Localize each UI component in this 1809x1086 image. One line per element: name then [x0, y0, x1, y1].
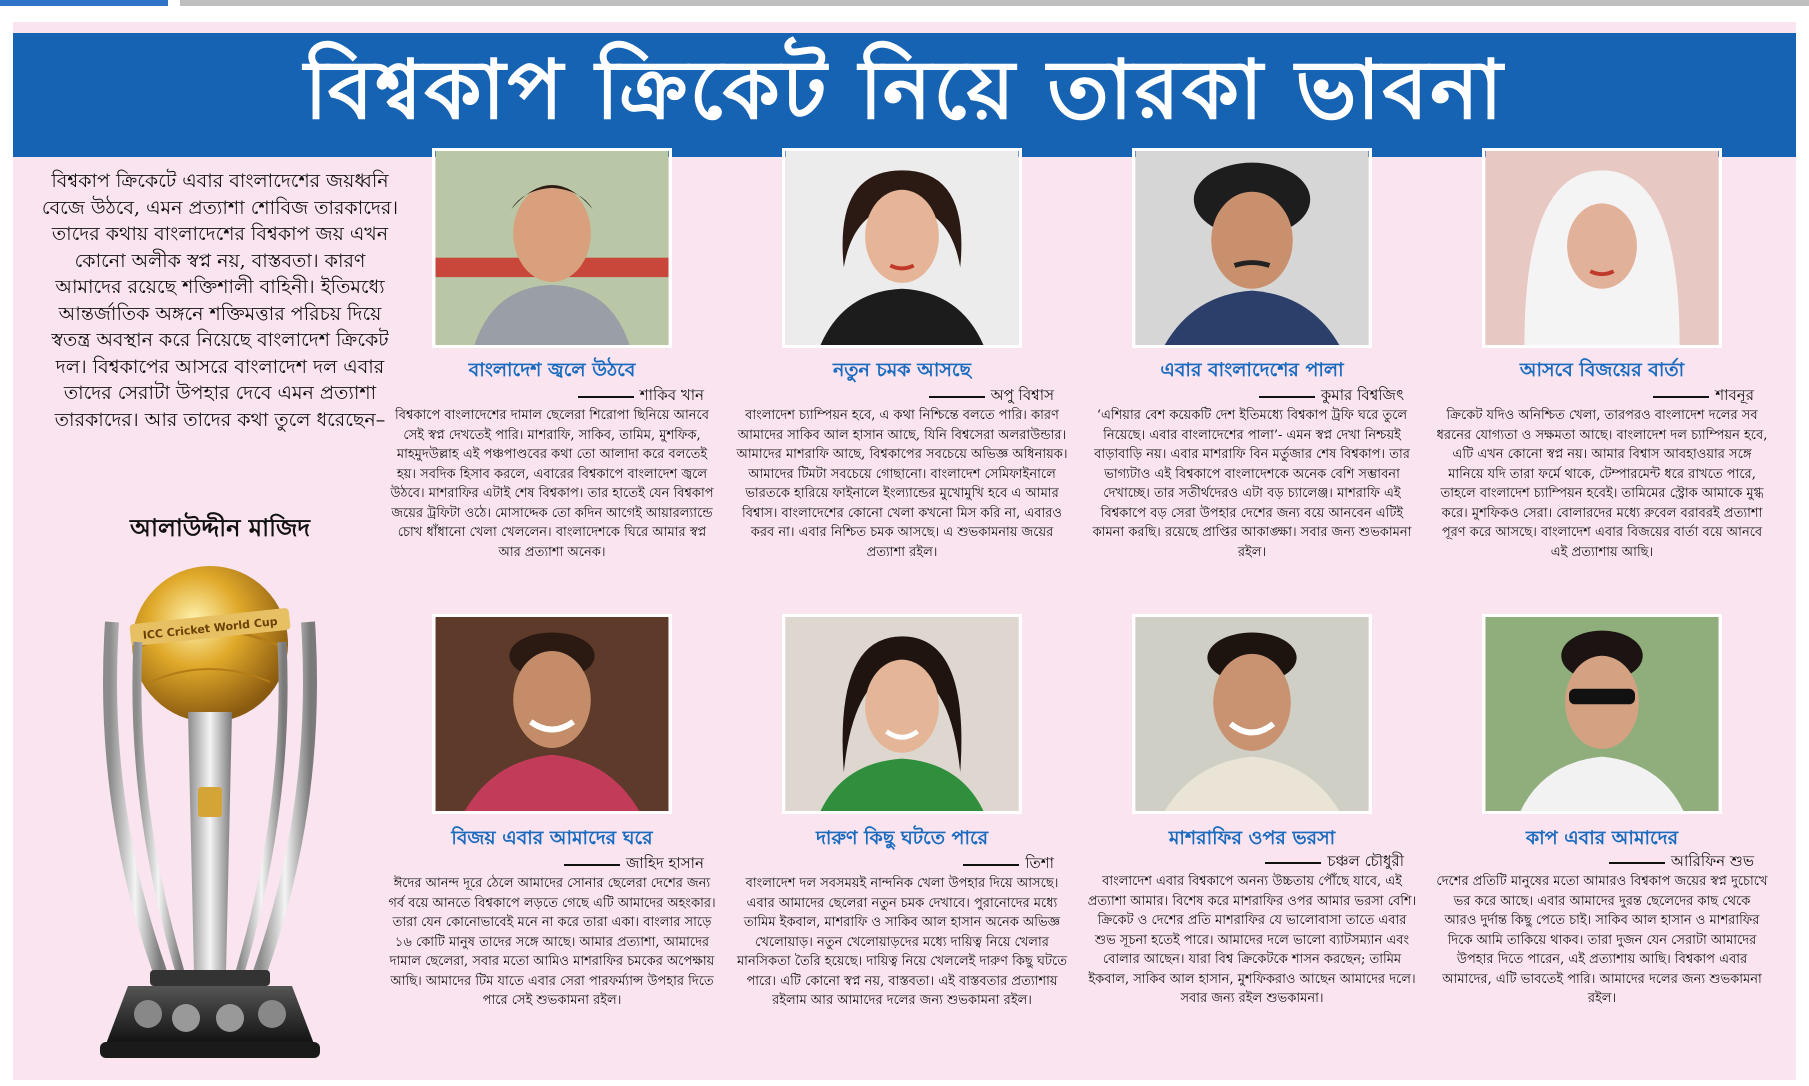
portrait-image: [785, 151, 1019, 345]
card-body: ঈদের আনন্দ দূরে ঠেলে আমাদের সোনার ছেলেরা দেশের জন্য গর্ব বয়ে আনতে বিশ্বকাপে লড়তে গেছে এটি আমাদের অহংকার। তারা যেন কোনোভাবেই মনে না করে তারা একা। বাংলার সাড়ে ১৬ কোটি মানুষ তাদের সঙ্গে আছে। আমার প্রত্যাশা, আমাদের দামাল ছেলেরা, সবার মতো আমিও মাশরাফির চমকের অপেক্ষায় আছি। আমাদের টিম যাতে এবার সেরা পারফর্ম্যান্স উপহার দিতে পারে সেই শুভকামনা রইল।: [388, 876, 716, 1008]
portrait-photo: [432, 148, 672, 348]
card-title: নতুন চমক আসছে: [832, 359, 972, 381]
byline-dash: [1259, 396, 1315, 398]
intro-text: বিশ্বকাপ ক্রিকেটে এবার বাংলাদেশের জয়ধ্বনি বেজে উঠবে, এমন প্রত্যাশা শোবিজ তারকাদের। তাদের কথায় বাংলাদেশের বিশ্বকাপ জয় এখন কোনো অলীক স্বপ্ন নয়, বাস্তবতা। কারণ আমাদের রয়েছে শক্তিশালী বাহিনী। ইতিমধ্যে আন্তর্জাতিক অঙ্গনে শক্তিমত্তার পরিচয় দিয়ে স্বতন্ত্র অবস্থান করে নিয়েছে বাংলাদেশ ক্রিকেট দল। বিশ্বকাপের আসরে বাংলাদেশ দল এবার তাদের সেরাটা উপহার দেবে এমন প্রত্যাশা তারকাদের। আর তাদের কথা তুলে ধরেছেন–: [41, 170, 399, 431]
byline-dash: [963, 864, 1019, 866]
headline-banner: [13, 33, 1796, 157]
card-name: শাবনূর: [1715, 386, 1754, 404]
card-body: দেশের প্রতিটি মানুষের মতো আমারও বিশ্বকাপ জয়ের স্বপ্ন দুচোখে ভর করে আছে। এবার আমাদের দুরন্ত ছেলেদের কাছ থেকে আরও দুর্দান্ত কিছু পেতে চাই। সাকিব আল হাসান ও মাশরাফির দিকে আমি তাকিয়ে থাকব। তারা দুজন যেন সেরাটা আমাদের উপহার দিতে পারেন, এই প্রত্যাশায় আছি। বিশ্বকাপ এবার আমাদের, এটি ভাবতেই পারি। আমাদের দলের জন্য শুভকামনা রইল।: [1436, 874, 1768, 1006]
card-body: বাংলাদেশ চ্যাম্পিয়ন হবে, এ কথা নিশ্চিন্তে বলতে পারি। কারণ আমাদের সাকিব আল হাসান আছে, যিনি বিশ্বসেরা অলরাউন্ডার। আমাদের মাশরাফি আছে, বিশ্বকাপের সবচেয়ে অভিজ্ঞ অধিনায়ক। আমাদের টিমটা সবচেয়ে গোছানো। বাংলাদেশ সেমিফাইনালে ভারতকে হারিয়ে ফাইনালে ইংল্যান্ডের মুখোমুখি হবে এ আমার বিশ্বাস। বাংলাদেশের কোনো খেলা কখনো মিস করি না, এবারও করব না। এবার নিশ্চিত চমক আসছে। এ শুভকামনায় জয়ের প্রত্যাশা রইল।: [736, 408, 1068, 560]
top-rule-accent: [0, 0, 168, 6]
portrait-photo: [1482, 148, 1722, 348]
card-name: চঞ্চল চৌধুরী: [1327, 852, 1404, 870]
trophy-ribbon-text: ICC Cricket World Cup: [142, 614, 279, 643]
portrait-photo: [1482, 614, 1722, 814]
card-body: বিশ্বকাপে বাংলাদেশের দামাল ছেলেরা শিরোপা ছিনিয়ে আনবে সেই স্বপ্ন দেখতেই পারি। মাশরাফি, সাকিব, তামিম, মুশফিক, মাহমুদউল্লাহ এই পঞ্চপাণ্ডবের কথা তো আলাদা করে বলতেই হয়। সবদিক হিসাব করলে, এবারের বিশ্বকাপে বাংলাদেশ জ্বলে উঠবে। মাশরাফির এটাই শেষ বিশ্বকাপ। তার হাতেই যেন বিশ্বকাপ জয়ের ট্রফিটা ওঠে। মোসাদ্দেক তো কদিন আগেই আয়ারল্যান্ডে চোখ ধাঁধানো খেলা খেললেন। বাংলাদেশকে ঘিরে আমার স্বপ্ন আর প্রত্যাশা অনেক।: [390, 408, 714, 560]
card-title: দারুণ কিছু ঘটতে পারে: [815, 827, 989, 849]
byline-dash: [1653, 396, 1709, 398]
portrait-photo: [782, 148, 1022, 348]
card-body: ক্রিকেট যদিও অনিশ্চিত খেলা, তারপরও বাংলাদেশ দলের সব ধরনের যোগ্যতা ও সক্ষমতা আছে। বাংলাদেশ দল চ্যাম্পিয়ন হবে, এটি এখন কোনো স্বপ্ন নয়। আমার বিশ্বাস আবহাওয়ার সঙ্গে মানিয়ে যদি তারা ফর্মে থাকে, টেম্পারমেন্ট ধরে রাখতে পারে, তাহলে বাংলাদেশ চ্যাম্পিয়ন হবেই। তামিমের স্ট্রোক আমাকে মুগ্ধ করে। মুশফিকও সেরা। বোলারদের মধ্যে রুবেল বরাবরই প্রত্যাশা পূরণ করে আসছে। বাংলাদেশ এবার বিজয়ের বার্তা বয়ে আনবে এই প্রত্যাশায় আছি।: [1436, 408, 1768, 560]
card-title: মাশরাফির ওপর ভরসা: [1168, 827, 1336, 849]
card-body: ‘এশিয়ার বেশ কয়েকটি দেশ ইতিমধ্যে বিশ্বকাপ ট্রফি ঘরে তুলে নিয়েছে। এবার বাংলাদেশের পালা’- এমন স্বপ্ন দেখা নিশ্চয়ই বাড়াবাড়ি নয়। এবার মাশরাফি বিন মর্তুজার শেষ বিশ্বকাপ। তার ভাগ্যটাও এই বিশ্বকাপে বাংলাদেশকে অনেক বেশি সম্ভাবনা দেখাচ্ছে। তার সতীর্থদেরও এটা বড় চ্যালেঞ্জ। মাশরাফি এই বিশ্বকাপে বড় সেরা উপহার দেশের জন্য বয়ে আনবেন এটিই কামনা করছি। রয়েছে প্রাপ্তির আকাঙ্ক্ষা। সবার জন্য শুভকামনা রইল।: [1092, 408, 1412, 560]
card-title: বিজয় এবার আমাদের ঘরে: [451, 827, 653, 849]
card-name: জাহিদ হাসান: [625, 854, 704, 872]
portrait-image: [785, 617, 1019, 811]
world-cup-trophy-image: [90, 552, 330, 1070]
card-name: কুমার বিশ্বজিৎ: [1320, 386, 1404, 404]
portrait-image: [435, 617, 669, 811]
card-title: বাংলাদেশ জ্বলে উঠবে: [468, 359, 636, 381]
byline-dash: [578, 396, 634, 398]
portrait-image: [1485, 617, 1719, 811]
portrait-photo: [782, 614, 1022, 814]
portrait-image: [1135, 151, 1369, 345]
author-name: আলাউদ্দীন মাজিদ: [129, 514, 311, 542]
byline-dash: [929, 396, 985, 398]
card-title: আসবে বিজয়ের বার্তা: [1519, 359, 1685, 381]
byline-dash: [1609, 862, 1665, 864]
card-name: আরিফিন শুভ: [1670, 852, 1754, 870]
card-name: শাকিব খান: [639, 386, 704, 404]
card-body: বাংলাদেশ এবার বিশ্বকাপে অনন্য উচ্চতায় পৌঁছে যাবে, এই প্রত্যাশা আমার। বিশেষ করে মাশরাফির ওপর আমার ভরসা বেশি। ক্রিকেট ও দেশের প্রতি মাশরাফির যে ভালোবাসা তাতে এবার শুভ সূচনা হতেই পারে। আমাদের দলে ভালো ব্যাটসম্যান এবং বোলার আছেন। যারা বিশ্ব ক্রিকেটকে শাসন করছেন; তামিম ইকবাল, সাকিব আল হাসান, মুশফিকরাও আছেন আমাদের দলে। সবার জন্য রইল শুভকামনা।: [1087, 874, 1417, 1006]
card-name: অপু বিশ্বাস: [990, 386, 1054, 404]
portrait-photo: [432, 614, 672, 814]
byline-dash: [564, 864, 620, 866]
card-body: বাংলাদেশ দল সবসময়ই নান্দনিক খেলা উপহার দিয়ে আসছে। এবার আমাদের ছেলেরা নতুন চমক দেখাবে। পুরানোদের মধ্যে তামিম ইকবাল, মাশরাফি ও সাকিব আল হাসান অনেক অভিজ্ঞ খেলোয়াড়। নতুন খেলোয়াড়দের মধ্যে দায়িত্ব নিয়ে খেলার মানসিকতা তৈরি হয়েছে। দায়িত্ব নিয়ে খেললেই দারুণ কিছু ঘটতে পারে। এটি কোনো স্বপ্ন নয়, বাস্তবতা। এই বাস্তবতার প্রত্যাশায় রইলাম আর আমাদের দলের জন্য শুভকামনা রইল।: [736, 876, 1068, 1008]
card-name: তিশা: [1025, 854, 1054, 872]
portrait-image: [1135, 617, 1369, 811]
portrait-photo: [1132, 614, 1372, 814]
portrait-photo: [1132, 148, 1372, 348]
page-title: বিশ্বকাপ ক্রিকেট নিয়ে তারকা ভাবনা: [304, 42, 1505, 138]
portrait-image: [435, 151, 669, 345]
card-title: এবার বাংলাদেশের পালা: [1160, 359, 1344, 381]
top-rule-line: [180, 0, 1809, 6]
portrait-image: [1485, 151, 1719, 345]
byline-dash: [1265, 862, 1321, 864]
card-title: কাপ এবার আমাদের: [1525, 827, 1679, 849]
top-rule: [0, 0, 1809, 16]
